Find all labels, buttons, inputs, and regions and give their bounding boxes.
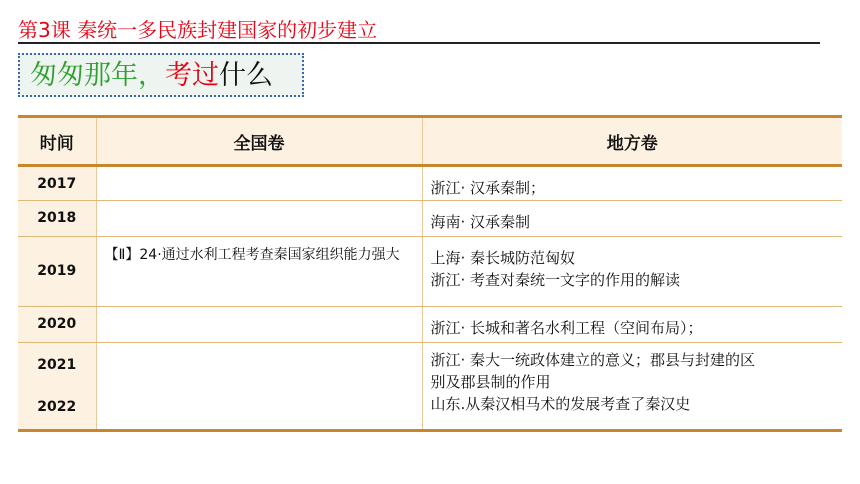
header-national: 全国卷 [96, 117, 422, 166]
local-line: 浙江· 长城和著名水利工程（空间布局）； [430, 319, 703, 337]
table-row [18, 166, 842, 201]
local-cell [422, 237, 842, 307]
table-row [18, 343, 842, 431]
local-line: 别及郡县制的作用 [430, 373, 551, 391]
table-row [18, 307, 842, 343]
title-underline [18, 42, 820, 44]
table-header-row [18, 117, 842, 166]
local-line: 上海· 秦长城防范匈奴 [430, 249, 576, 267]
year-cell [18, 237, 96, 307]
exam-table [18, 115, 842, 432]
banner-text-red: 考过 [165, 60, 219, 91]
local-cell [422, 201, 842, 237]
local-cell [422, 307, 842, 343]
national-cell [96, 166, 422, 201]
year-cell [18, 343, 96, 431]
national-cell: 【Ⅱ】24·通过水利工程考查秦国家组织能力强大 [96, 237, 422, 307]
local-line: 海南· 汉承秦制 [430, 213, 531, 231]
local-line: 山东.从秦汉相马术的发展考查了秦汉史 [430, 395, 691, 413]
header-local: 地方卷 [422, 117, 842, 166]
local-cell [422, 343, 842, 431]
year-cell [18, 307, 96, 343]
banner-text-black: 什么 [219, 60, 273, 91]
year-cell [18, 166, 96, 201]
national-cell [96, 343, 422, 431]
local-line: 浙江· 考查对秦统一文字的作用的解读 [430, 271, 681, 289]
table-row [18, 237, 842, 307]
banner-text-green: 匆匆那年， [30, 60, 165, 91]
section-banner [18, 53, 304, 97]
local-line: 浙江· 秦大一统政体建立的意义；郡县与封建的区 [430, 351, 756, 369]
national-cell [96, 307, 422, 343]
year-label: 2017 [37, 176, 77, 192]
year-label: 2022 [37, 399, 77, 415]
year-label: 2021 [37, 357, 77, 373]
year-label: 2020 [37, 316, 77, 332]
year-label: 2019 [37, 263, 77, 279]
banner-text [30, 59, 273, 93]
lesson-title: 第3课 秦统一多民族封建国家的初步建立 [18, 18, 378, 42]
local-line: 浙江· 汉承秦制； [430, 179, 546, 197]
national-cell [96, 201, 422, 237]
header-time: 时间 [18, 117, 96, 166]
year-cell [18, 201, 96, 237]
local-cell [422, 166, 842, 201]
year-label: 2018 [37, 210, 77, 226]
table-row [18, 201, 842, 237]
